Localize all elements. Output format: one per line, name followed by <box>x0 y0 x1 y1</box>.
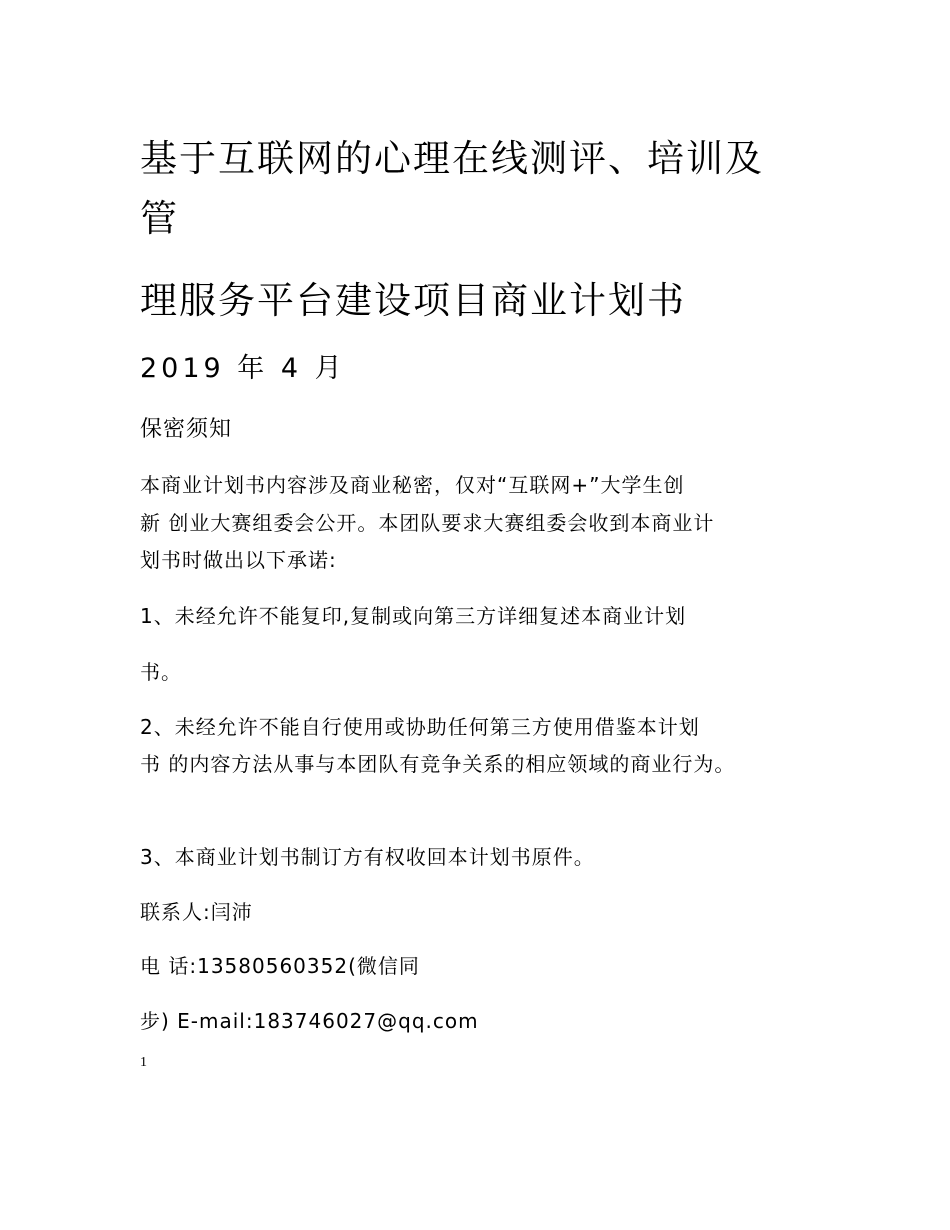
contact-phone: 电 话:13580560352(微信同 <box>140 954 420 978</box>
page-number: 1 <box>140 1055 147 1070</box>
contact-person: 联系人:闫沛 <box>140 900 253 924</box>
document-title-line-1: 基于互联网的心理在线测评、培训及 <box>140 137 764 180</box>
document-title-line-3: 理服务平台建设项目商业计划书 <box>140 279 686 322</box>
item-1-line-2: 书。 <box>140 660 182 684</box>
intro-line-1: 本商业计划书内容涉及商业秘密，仅对“互联网+”大学生创 <box>140 473 685 497</box>
document-title-line-2: 管 <box>140 197 179 240</box>
document-date: 2019 年 4 月 <box>140 353 346 384</box>
confidentiality-heading: 保密须知 <box>140 417 233 442</box>
intro-line-2: 新 创业大赛组委会公开。本团队要求大赛组委会收到本商业计 <box>140 511 715 535</box>
item-3: 3、本商业计划书制订方有权收回本计划书原件。 <box>140 845 595 869</box>
item-1-line-1: 1、未经允许不能复印,复制或向第三方详细复述本商业计划 <box>140 604 687 628</box>
item-2-line-1: 2、未经允许不能自行使用或协助任何第三方使用借鉴本计划 <box>140 715 700 739</box>
item-2-line-2: 书 的内容方法从事与本团队有竞争关系的相应领域的商业行为。 <box>140 752 736 776</box>
contact-email: 步) E-mail:183746027@qq.com <box>140 1009 479 1033</box>
intro-line-3: 划书时做出以下承诺: <box>140 548 337 572</box>
